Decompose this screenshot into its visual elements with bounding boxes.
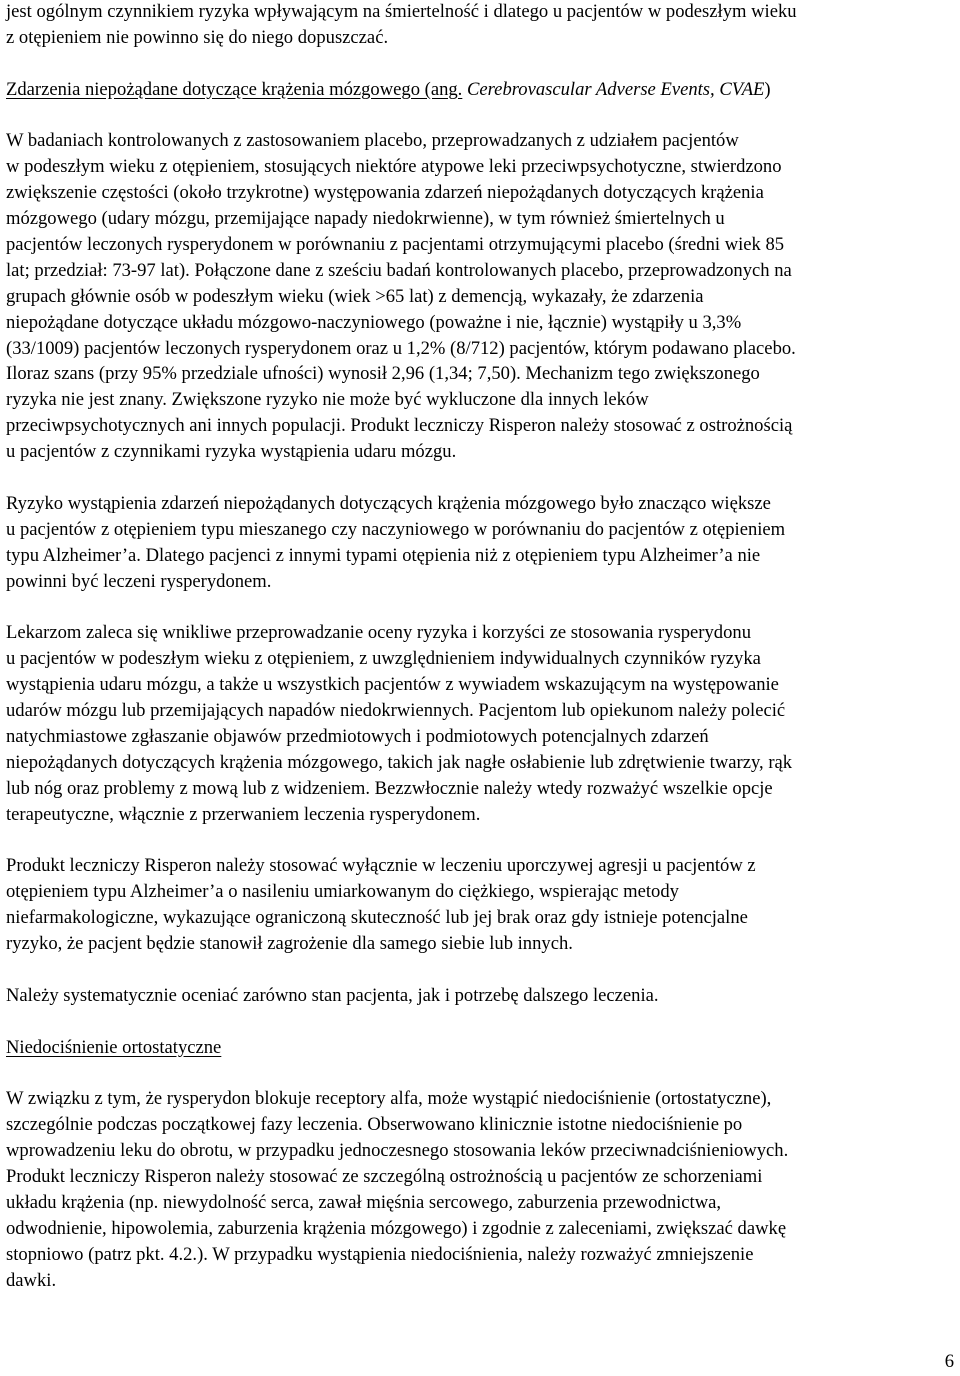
text-line: w podeszłym wieku z otępieniem, stosujących niektóre atypowe leki przeciwpsychotyczne, stwierdzono [6,156,782,178]
text-line: u pacjentów z otępieniem typu mieszanego czy naczyniowego w porównaniu do pacjentów z otępieniem [6,518,786,540]
text-line: stopniowo (patrz pkt. 4.2.). W przypadku wystąpienia niedociśnienia, należy rozważyć zmniejszenie [6,1243,754,1265]
text-line: niefarmakologiczne, wykazujące ograniczoną skuteczność lub jej brak oraz gdy istnieje potencjalne [6,907,748,929]
paragraph-spacer [6,51,951,77]
section-heading-close: ) [764,78,771,100]
text-line: u pacjentów z czynnikami ryzyka wystąpienia udaru mózgu. [6,441,457,463]
text-line: odwodnienie, hipowolemia, zaburzenia krążenia mózgowego) i zgodnie z zaleceniami, zwiększać dawkę [6,1217,787,1239]
text-line: wystąpienia udaru mózgu, a także u wszystkich pacjentów z wywiadem wskazującym na występowanie [6,674,779,696]
text-line: dawki. [6,1269,57,1291]
continuation-paragraph [6,0,951,51]
text-line: W związku z tym, że rysperydon blokuje receptory alfa, może wystąpić niedociśnienie (ortostatyczne), [6,1088,772,1110]
text-line: typu Alzheimer’a. Dlatego pacjenci z innymi typami otępienia niż z otępieniem typu Alzheimer’a nie [6,544,761,566]
text-line: Należy systematycznie oceniać zarówno stan pacjenta, jak i potrzebę dalszego leczenia. [6,984,659,1006]
paragraph-spacer [6,1009,951,1035]
text-line: lat; przedział: 73-97 lat). Połączone dane z sześciu badań kontrolowanych placebo, przeprowadzonych na [6,259,792,281]
text-line: niepożądane dotyczące układu mózgowo-naczyniowego (poważne i nie, łącznie) wystąpiły u 3,3% [6,311,742,333]
text-line: przeciwpsychotycznych ani innych populacji. Produkt leczniczy Risperon należy stosować z ostrożnością [6,415,793,437]
text-line: Ryzyko wystąpienia zdarzeń niepożądanych dotyczących krążenia mózgowego było znacząco większe [6,492,771,514]
text-line: z otępieniem nie powinno się do niego dopuszczać. [6,26,389,48]
paragraph [6,853,951,957]
section-heading-underlined: Niedociśnienie ortostatyczne [6,1036,222,1058]
text-line: Lekarzom zaleca się wnikliwe przeprowadzanie oceny ryzyka i korzyści ze stosowania rysperydonu [6,622,751,644]
text-line: terapeutyczne, włącznie z przerwaniem leczenia rysperydonem. [6,803,481,825]
text-line: szczególnie podczas początkowej fazy leczenia. Obserwowano klinicznie istotne niedociśnienie po [6,1114,743,1136]
text-line: zwiększenie częstości (około trzykrotne) występowania zdarzeń niepożądanych dotyczących krążenia [6,182,764,204]
paragraph-spacer [6,594,951,620]
text-line: niepożądanych dotyczących krążenia mózgowego, takich jak nagłe osłabienie lub zdrętwienie twarzy, rąk [6,751,793,773]
paragraph-spacer [6,103,951,129]
text-line: lub nóg oraz problemy z mową lub z widzeniem. Bezzwłocznie należy wtedy rozważyć wszelkie opcje [6,777,773,799]
paragraph [6,983,951,1009]
section-heading-underlined: Zdarzenia niepożądane dotyczące krążenia mózgowego (ang. [6,78,463,100]
text-line: W badaniach kontrolowanych z zastosowaniem placebo, przeprowadzanych z udziałem pacjentów [6,130,739,152]
text-line: ryzyko, że pacjent będzie stanowił zagrożenie dla samego siebie lub innych. [6,933,573,955]
paragraph [6,620,951,827]
paragraph-spacer [6,957,951,983]
text-line: otępieniem typu Alzheimer’a o nasileniu umiarkowanym do ciężkiego, wspierając metody [6,881,679,903]
paragraph [6,491,951,595]
text-line: jest ogólnym czynnikiem ryzyka wpływającym na śmiertelność i dlatego u pacjentów w podeszłym wieku [6,1,797,22]
text-line: u pacjentów w podeszłym wieku z otępieniem, z uwzględnieniem indywidualnych czynników ryzyka [6,648,761,670]
section-heading-cvae [6,77,951,103]
paragraph-spacer [6,465,951,491]
section-heading-hypotension [6,1035,951,1061]
document-page [6,0,951,1294]
text-line: Iloraz szans (przy 95% przedziale ufności) wynosił 2,96 (1,34; 7,50). Mechanizm tego zwiększonego [6,363,760,385]
paragraph-spacer [6,1061,951,1087]
text-line: wprowadzeniu leku do obrotu, w przypadku jednoczesnego stosowania leków przeciwnadciśnieniowych. [6,1140,789,1162]
text-line: Produkt leczniczy Risperon należy stosować wyłącznie w leczeniu uporczywej agresji u pacjentów z [6,855,756,877]
page-number: 6 [944,1351,954,1372]
text-line: ryzyka nie jest znany. Zwiększone ryzyko nie może być wykluczone dla innych leków [6,389,649,411]
text-line: pacjentów leczonych rysperydonem w porównaniu z pacjentami otrzymującymi placebo (średni wiek 85 [6,234,785,256]
text-line: Produkt leczniczy Risperon należy stosować ze szczególną ostrożnością u pacjentów ze schorzeniami [6,1166,763,1188]
text-line: powinni być leczeni rysperydonem. [6,570,272,592]
text-line: układu krążenia (np. niewydolność serca, zawał mięśnia sercowego, zaburzenia przewodnictwa, [6,1191,722,1213]
section-heading-italic: Cerebrovascular Adverse Events, CVAE [466,78,765,100]
paragraph-spacer [6,828,951,854]
text-line: natychmiastowe zgłaszanie objawów przedmiotowych i podmiotowych potencjalnych zdarzeń [6,725,709,747]
paragraph [6,1086,951,1293]
text-line: mózgowego (udary mózgu, przemijające napady niedokrwienne), w tym również śmiertelnych u [6,208,725,230]
paragraph [6,128,951,465]
text-line: grupach głównie osób w podeszłym wieku (wiek >65 lat) z demencją, wykazały, że zdarzenia [6,285,704,307]
text-line: (33/1009) pacjentów leczonych rysperydonem oraz u 1,2% (8/712) pacjentów, którym podawano placebo. [6,337,796,359]
text-line: udarów mózgu lub przemijających napadów niedokrwiennych. Pacjentom lub opiekunom należy polecić [6,700,786,722]
